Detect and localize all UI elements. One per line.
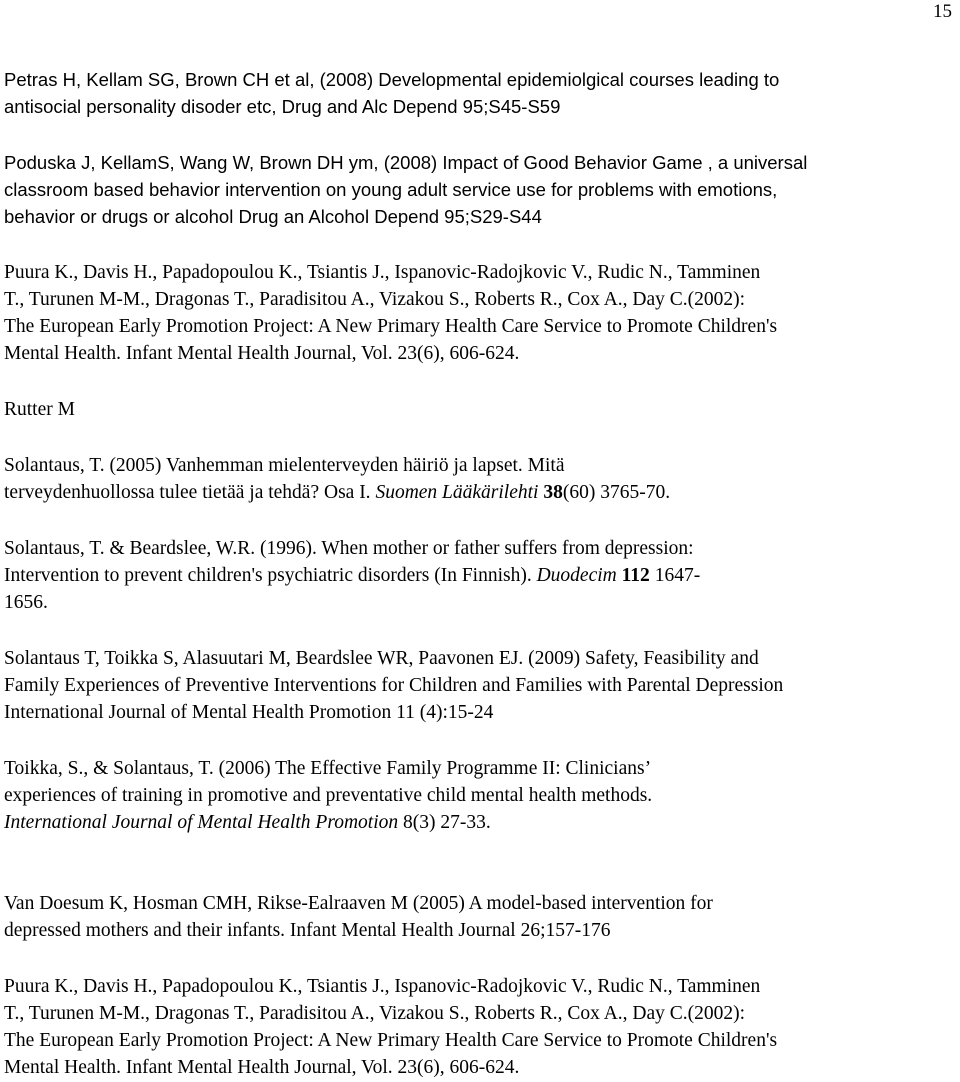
ref-poduska-line-3: behavior or drugs or alcohol Drug an Alcohol Depend 95;S29-S44 — [4, 206, 542, 227]
journal-volume: 38 — [543, 482, 563, 503]
ref-poduska-line-1: Poduska J, KellamS, Wang W, Brown DH ym, (2008) Impact of Good Behavior Game , a universal — [4, 152, 808, 173]
ref-toikka-line-1: Toikka, S., & Solantaus, T. (2006) The Effective Family Programme II: Clinicians’ — [4, 758, 652, 779]
ref-solantaus-1996-line-2 — [4, 563, 700, 589]
ref-poduska-line-2: classroom based behavior intervention on young adult service use for problems with emotions, — [4, 179, 778, 200]
ref-solantaus-1996-line-1: Solantaus, T. & Beardslee, W.R. (1996). When mother or father suffers from depression: — [4, 538, 694, 559]
ref-puura-line-2: T., Turunen M-M., Dragonas T., Paradisitou A., Vizakou S., Roberts R., Cox A., Day C.(2002): — [4, 289, 746, 310]
journal-volume: 112 — [621, 565, 650, 586]
ref-toikka-line-3 — [4, 810, 491, 836]
ref-solantaus-2009-line-2: Family Experiences of Preventive Interventions for Children and Families with Parental Depression — [4, 675, 784, 696]
ref-solantaus-2009-line-3: International Journal of Mental Health Promotion 11 (4):15-24 — [4, 702, 494, 723]
ref-vandoesum-line-2: depressed mothers and their infants. Infant Mental Health Journal 26;157-176 — [4, 920, 611, 941]
ref-solantaus-2009-line-1: Solantaus T, Toikka S, Alasuutari M, Beardslee WR, Paavonen EJ. (2009) Safety, Feasibility and — [4, 648, 759, 669]
journal-title: Duodecim — [536, 565, 617, 586]
ref-solantaus-2005-line-1: Solantaus, T. (2005) Vanhemman mielenterveyden häiriö ja lapset. Mitä — [4, 455, 565, 476]
ref-text: Intervention to prevent children's psychiatric disorders (In Finnish). — [4, 565, 537, 586]
ref-petras-line-1: Petras H, Kellam SG, Brown CH et al, (2008) Developmental epidemiolgical courses leading to — [4, 69, 780, 90]
ref-rutter-line-1: Rutter M — [4, 399, 75, 420]
ref-puura-repeat-line-4: Mental Health. Infant Mental Health Journal, Vol. 23(6), 606-624. — [4, 1057, 520, 1078]
ref-puura-line-4: Mental Health. Infant Mental Health Journal, Vol. 23(6), 606-624. — [4, 343, 520, 364]
ref-puura-repeat-line-3: The European Early Promotion Project: A New Primary Health Care Service to Promote Children's — [4, 1030, 778, 1051]
ref-petras-line-2: antisocial personality disoder etc, Drug and Alc Depend 95;S45-S59 — [4, 96, 561, 117]
ref-puura-line-3: The European Early Promotion Project: A New Primary Health Care Service to Promote Children's — [4, 316, 778, 337]
ref-solantaus-2005-line-2 — [4, 480, 670, 506]
ref-text: 8(3) 27-33. — [398, 812, 491, 833]
ref-text: 1647- — [649, 565, 701, 586]
journal-title: Suomen Lääkärilehti — [375, 482, 539, 503]
ref-text: (60) 3765-70. — [562, 482, 671, 503]
ref-puura-repeat-line-1: Puura K., Davis H., Papadopoulou K., Tsiantis J., Ispanovic-Radojkovic V., Rudic N., Tamminen — [4, 976, 761, 997]
ref-vandoesum-line-1: Van Doesum K, Hosman CMH, Rikse-Ealraaven M (2005) A model-based intervention for — [4, 893, 713, 914]
ref-puura-line-1: Puura K., Davis H., Papadopoulou K., Tsiantis J., Ispanovic-Radojkovic V., Rudic N., Tamminen — [4, 262, 761, 283]
ref-toikka-line-2: experiences of training in promotive and preventative child mental health methods. — [4, 785, 653, 806]
ref-text: terveydenhuollossa tulee tietää ja tehdä? Osa I. — [4, 482, 376, 503]
page-number: 15 — [933, 1, 952, 22]
journal-title: International Journal of Mental Health Promotion — [4, 812, 399, 833]
ref-solantaus-1996-line-3: 1656. — [4, 592, 48, 613]
ref-puura-repeat-line-2: T., Turunen M-M., Dragonas T., Paradisitou A., Vizakou S., Roberts R., Cox A., Day C.(2002): — [4, 1003, 746, 1024]
